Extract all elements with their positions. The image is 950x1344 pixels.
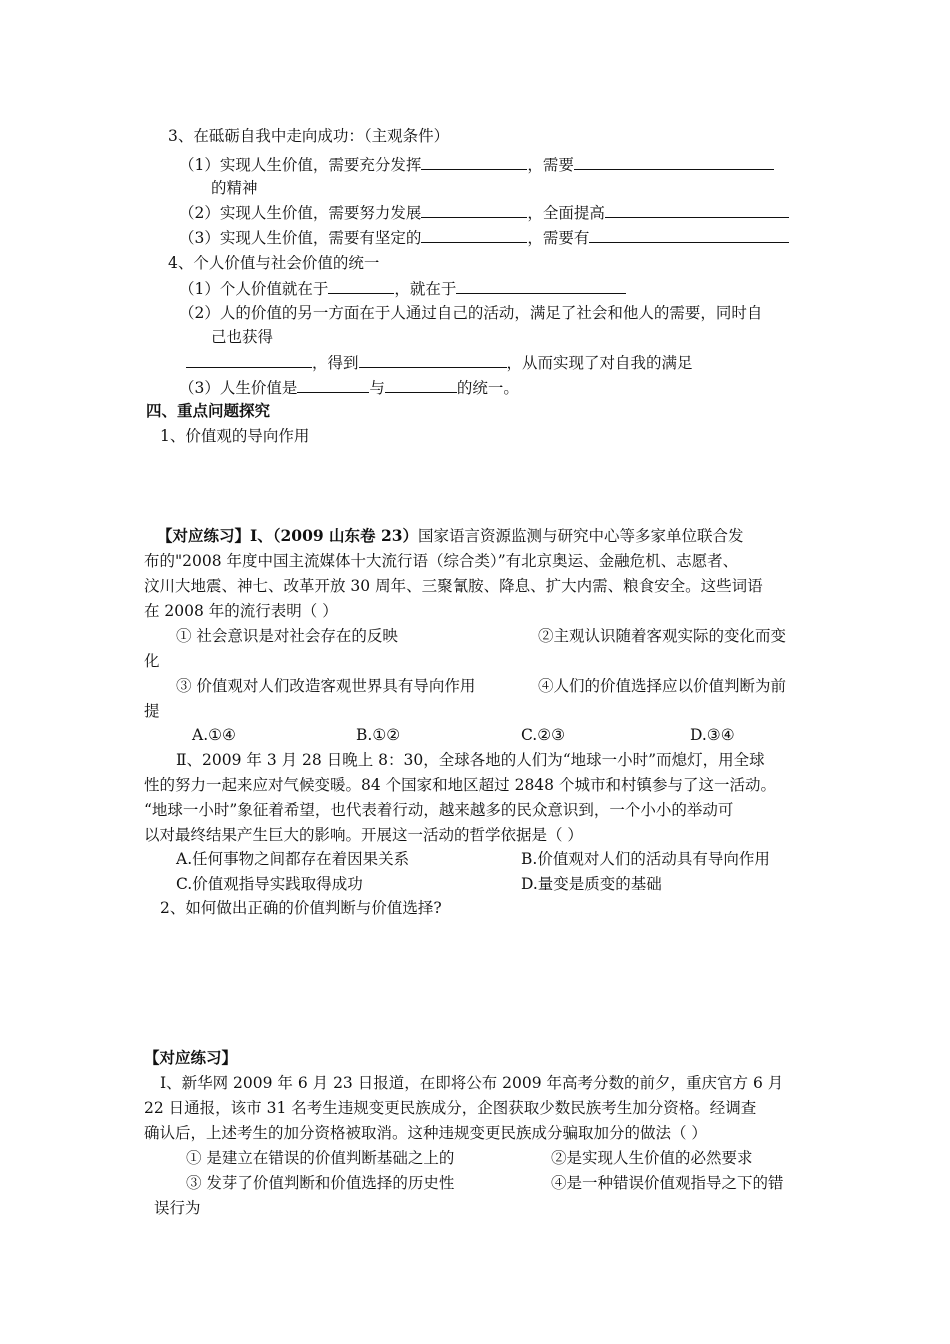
ex1-source: Ⅰ、（2009 山东卷 23） [250,526,419,545]
ex1-choice-d[interactable]: D.③④ [690,726,735,744]
question-1: 1、价值观的导向作用 [160,427,310,445]
blank-input[interactable] [421,200,527,218]
s3-item1-cont: 的精神 [211,179,258,197]
blank-input[interactable] [574,152,774,170]
blank-input[interactable] [589,225,789,243]
s3-item1 [179,152,774,176]
s4-item3-text-b: 与 [369,379,385,397]
ex1-choice-a[interactable]: A.①④ [192,726,236,744]
ex3-option-1: ① 是建立在错误的价值判断基础之上的 [186,1149,455,1167]
s4-title: 4、个人价值与社会价值的统一 [168,254,380,272]
ex2-line3: “地球一小时”象征着希望，也代表着行动，越来越多的民众意识到，一个小小的举动可 [144,801,734,819]
s4-item1 [179,276,626,300]
s3-item1-text-b: ，需要 [527,156,574,174]
s3-item3 [179,225,789,249]
blank-input[interactable] [605,200,789,218]
s3-item3-text-b: ，需要有 [527,229,590,247]
ex3-line1: Ⅰ、新华网 2009 年 6 月 23 日报道，在即将公布 2009 年高考分数的前夕，重庆官方 6 月 [160,1074,784,1092]
section-heading: 四、重点问题探究 [146,401,271,420]
s4-item2-text-d: ，从而实现了对自我的满足 [506,354,693,372]
ex2-choice-d[interactable]: D.量变是质变的基础 [521,875,662,893]
ex3-line2: 22 日通报，该市 31 名考生违规变更民族成分，企图获取少数民族考生加分资格。经调查 [144,1099,757,1117]
blank-input[interactable] [421,152,527,170]
ex2-choice-b[interactable]: B.价值观对人们的活动具有导向作用 [521,850,770,868]
blank-input[interactable] [328,276,394,294]
s4-item1-text-b: ，就在于 [394,280,457,298]
ex1-option-2: ②主观认识随着客观实际的变化而变 [538,627,787,645]
s4-item3 [179,375,519,399]
s3-item2-text-a: （2）实现人生价值，需要努力发展 [179,204,422,222]
blank-input[interactable] [297,375,369,393]
blank-input[interactable] [421,225,527,243]
s3-item2 [179,200,789,224]
s4-item2-text-c: ，得到 [312,354,359,372]
ex1-line4: 在 2008 年的流行表明（ ） [144,602,338,620]
ex1-option-1: ① 社会意识是对社会存在的反映 [176,627,398,645]
blank-input[interactable] [186,350,312,368]
ex3-option-4: ④是一种错误价值观指导之下的错 [551,1174,784,1192]
ex1-choice-c[interactable]: C.②③ [521,726,566,744]
s3-item1-text-a: （1）实现人生价值，需要充分发挥 [179,156,422,174]
s4-item2-line2: 己也获得 [211,328,274,346]
ex1-line1 [157,524,744,548]
ex1-option-3: ③ 价值观对人们改造客观世界具有导向作用 [176,677,476,695]
ex3-option-3: ③ 发芽了价值判断和价值选择的历史性 [186,1174,455,1192]
s4-item1-text-a: （1）个人价值就在于 [179,280,329,298]
blank-input[interactable] [456,276,626,294]
ex2-choice-c[interactable]: C.价值观指导实践取得成功 [176,875,363,893]
s4-item3-text-a: （3）人生价值是 [179,379,298,397]
ex1-line3: 汶川大地震、神七、改革开放 30 周年、三聚氰胺、降息、扩大内需、粮食安全。这些词语 [144,577,763,595]
ex2-line4: 以对最终结果产生巨大的影响。开展这一活动的哲学依据是（ ） [144,826,583,844]
ex2-line1: Ⅱ、2009 年 3 月 28 日晚上 8：30，全球各地的人们为“地球一小时”而熄灯，用全球 [176,751,765,769]
ex3-option-2: ②是实现人生价值的必然要求 [551,1149,753,1167]
s3-item3-text-a: （3）实现人生价值，需要有坚定的 [179,229,422,247]
ex1-choice-b[interactable]: B.①② [356,726,401,744]
blank-input[interactable] [385,375,457,393]
ex3-tag: 【对应练习】 [144,1048,238,1067]
ex1-option-2-cont: 化 [144,652,160,670]
s4-item2-line1: （2）人的价值的另一方面在于人通过自己的活动，满足了社会和他人的需要，同时自 [179,304,763,322]
ex1-line2: 布的"2008 年度中国主流媒体十大流行语（综合类）”有北京奥运、金融危机、志愿者、 [144,552,739,570]
ex3-line3: 确认后，上述考生的加分资格被取消。这种违规变更民族成分骗取加分的做法（ ） [144,1124,707,1142]
s3-title: 3、在砥砺自我中走向成功：（主观条件） [168,127,450,145]
ex1-option-4-cont: 提 [144,702,160,720]
ex1-tag: 【对应练习】 [157,526,251,545]
question-2: 2、如何做出正确的价值判断与价值选择? [160,899,442,917]
blank-input[interactable] [359,350,507,368]
s4-item2-line3 [186,350,693,374]
s4-item3-text-c: 的统一。 [456,379,519,397]
ex2-choice-a[interactable]: A.任何事物之间都存在着因果关系 [176,850,410,868]
s3-item2-text-b: ，全面提高 [527,204,605,222]
ex1-option-4: ④人们的价值选择应以价值判断为前 [538,677,787,695]
ex2-line2: 性的努力一起来应对气候变暖。84 个国家和地区超过 2848 个城市和村镇参与了这一活动。 [144,776,776,794]
ex1-text-1: 国家语言资源监测与研究中心等多家单位联合发 [418,527,744,545]
ex3-option-4-cont: 误行为 [154,1199,201,1217]
